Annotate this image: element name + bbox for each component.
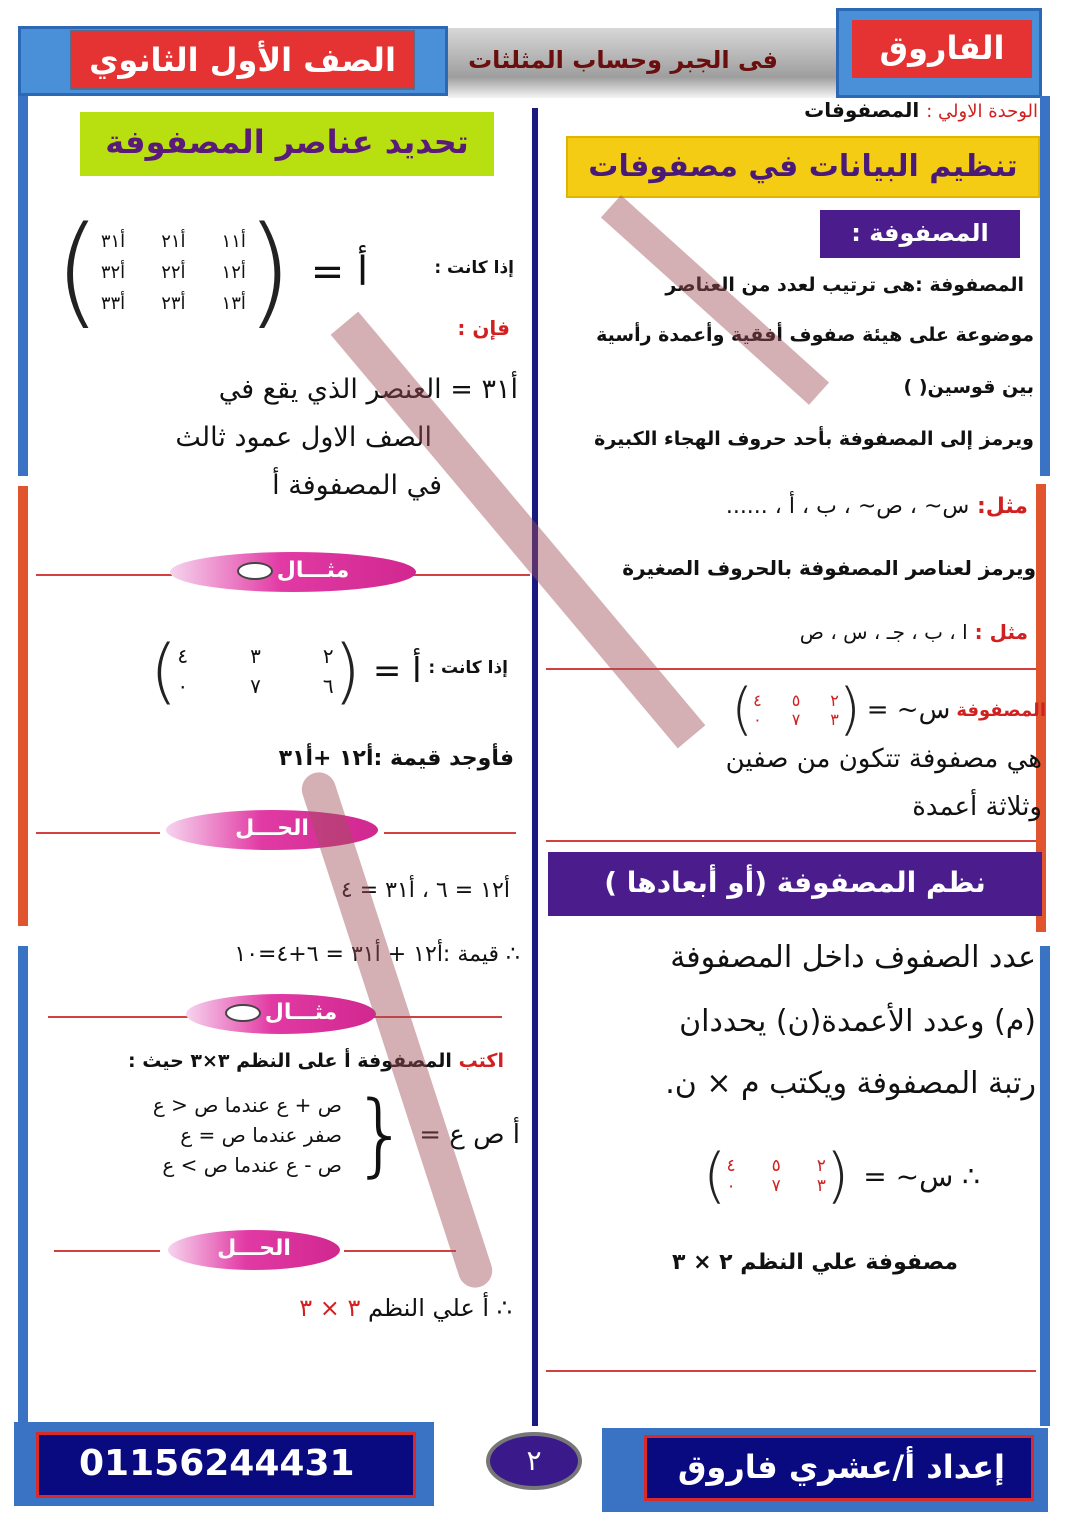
example1-label: مثل: bbox=[976, 494, 1028, 519]
divider bbox=[48, 1016, 188, 1018]
definition-heading: المصفوفة : bbox=[820, 210, 1020, 258]
left-border-top bbox=[18, 96, 28, 476]
explanation-line: في المصفوفة أ bbox=[272, 470, 442, 501]
definition-line: ويرمز إلى المصفوفة بأحد حروف الهجاء الكبيرة bbox=[594, 428, 1034, 450]
ex1-question: فأوجد قيمة :أ١٢ +أ٣١ bbox=[278, 746, 514, 771]
divider bbox=[36, 832, 160, 834]
matrix-label: المصفوفة bbox=[956, 699, 1046, 721]
divider bbox=[546, 1370, 1036, 1372]
divider bbox=[384, 832, 516, 834]
unit-label: الوحدة الاولي : bbox=[926, 101, 1038, 122]
ex2-piecewise bbox=[152, 1082, 520, 1187]
header-subject: فى الجبر وحساب المثلثات bbox=[448, 28, 848, 98]
ring-icon bbox=[237, 562, 273, 580]
matrix-example bbox=[731, 677, 1046, 742]
order-matrix-symbol: ∴ س~ = bbox=[863, 1159, 980, 1193]
ex2-cases: ص + ع عندما ص < ع صفر عندما ص = ع ص - ع عندما ص > ع bbox=[152, 1093, 342, 1177]
order-matrix-2x3: ( ٤ ٥ ٢ ٠ ٧ ٣ ) bbox=[703, 1141, 850, 1211]
watermark-stroke bbox=[601, 195, 829, 405]
matrix-desc-line: وثلاثة أعمدة bbox=[912, 792, 1042, 822]
ex2-answer bbox=[299, 1294, 512, 1322]
order-line: رتبة المصفوفة ويكتب م × ن. bbox=[665, 1066, 1036, 1101]
matrix-symbol: س~ = bbox=[866, 695, 951, 725]
solution-badge: الحـــل bbox=[168, 1230, 340, 1270]
header-grade: الصف الأول الثانوي bbox=[70, 30, 415, 90]
divider bbox=[344, 1250, 456, 1252]
matrix-2x3: ( ٤ ٥ ٢ ٠ ٧ ٣ ) bbox=[731, 677, 861, 742]
ex1-if-label: إذا كانت : bbox=[428, 658, 508, 678]
ex2-question-text: المصفوفة أ على النظم ٣×٣ حيث : bbox=[128, 1050, 452, 1072]
example1-value: س~ ، ص~ ، ب ، أ ، ...... bbox=[725, 494, 970, 519]
explanation-line: أ٣١ = العنصر الذي يقع في bbox=[218, 374, 518, 405]
ex1-matrix-symbol: أ = bbox=[372, 651, 422, 691]
divider bbox=[54, 1250, 160, 1252]
right-border-bottom bbox=[1040, 946, 1050, 1426]
ex2-answer-value: ٣ × ٣ bbox=[299, 1294, 361, 1322]
example2-label: مثل : bbox=[974, 620, 1028, 644]
general-matrix-3x3: ( أ٣١ أ٢١ أ١١ أ٣٢ أ٢٢ أ١٢ أ٣٣ أ٢٣ أ١٣ ) bbox=[54, 202, 293, 341]
header-brand: الفاروق bbox=[852, 20, 1032, 78]
center-divider bbox=[532, 108, 538, 1426]
matrix-desc-line: هي مصفوفة تتكون من صفين bbox=[725, 744, 1042, 774]
example2-value: ا ، ب ، جـ ، س ، ص bbox=[799, 620, 968, 644]
divider bbox=[410, 574, 530, 576]
brace-icon: { bbox=[351, 1082, 410, 1187]
ex1-matrix-example bbox=[150, 630, 422, 712]
example-badge: مثـــال bbox=[170, 552, 416, 592]
general-matrix-grid: أ٣١ أ٢١ أ١١ أ٣٢ أ٢٢ أ١٢ أ٣٣ أ٢٣ أ١٣ bbox=[100, 230, 246, 314]
ex1-solution-line: أ١٢ = ٦ ، أ٣١ = ٤ bbox=[340, 878, 510, 903]
ex1-solution-line: ∴ قيمة :أ١٢ + أ٣١ = ٦+٤=١٠ bbox=[234, 942, 520, 967]
then-label: فإن : bbox=[457, 316, 510, 340]
order-matrix-grid: ٤ ٥ ٢ ٠ ٧ ٣ bbox=[726, 1156, 826, 1196]
definition-line: موضوعة على هيئة صفوف أفقية وأعمدة رأسية bbox=[596, 324, 1034, 346]
definition-line: بين قوسين( ) bbox=[903, 376, 1034, 398]
order-matrix-example bbox=[703, 1141, 980, 1211]
lesson-title: تنظيم البيانات في مصفوفات bbox=[566, 136, 1040, 198]
divider bbox=[36, 574, 172, 576]
left-border-bottom bbox=[18, 946, 28, 1426]
order-result: مصفوفة علي النظم ٢ × ٣ bbox=[671, 1250, 958, 1275]
section-title: تحديد عناصر المصفوفة bbox=[80, 112, 494, 176]
if-label: إذا كانت : bbox=[434, 258, 514, 278]
ex2-question bbox=[128, 1050, 504, 1072]
solution-badge: الحـــل bbox=[166, 810, 378, 850]
order-heading: نظم المصفوفة (أو أبعادها ) bbox=[548, 852, 1042, 916]
definition-line: المصفوفة :هى ترتيب لعدد من العناصر bbox=[665, 274, 1024, 296]
general-matrix-example bbox=[54, 202, 369, 341]
example-badge: مثـــال bbox=[186, 994, 376, 1034]
footer-phone: 01156244431 bbox=[36, 1432, 416, 1498]
matrix-grid: ٤ ٥ ٢ ٠ ٧ ٣ bbox=[753, 691, 839, 729]
page-number: ٢ bbox=[486, 1432, 582, 1490]
elements-note: ويرمز لعناصر المصفوفة بالحروف الصغيرة bbox=[622, 556, 1036, 580]
ex2-answer-prefix: ∴ أ علي النظم bbox=[368, 1294, 512, 1322]
left-border-mid bbox=[18, 486, 28, 926]
unit-name: المصفوفات bbox=[804, 98, 920, 122]
matrix-symbol: أ = bbox=[310, 249, 369, 295]
explanation-line: الصف الاول عمود ثالث bbox=[175, 422, 432, 453]
right-border-top bbox=[1040, 96, 1050, 476]
ex1-matrix-2x3: ( ٢ ٣ ٤ ٦ ٧ ٠ ) bbox=[150, 630, 361, 712]
footer-author: إعداد أ/عشري فاروق bbox=[644, 1435, 1034, 1501]
example2 bbox=[800, 620, 1028, 644]
order-line: عدد الصفوف داخل المصفوفة bbox=[670, 940, 1036, 975]
divider bbox=[546, 668, 1036, 670]
ring-icon bbox=[225, 1004, 261, 1022]
order-line: (م) وعدد الأعمدة(ن) يحددان bbox=[679, 1004, 1036, 1039]
ex2-question-prefix: اكتب bbox=[458, 1050, 504, 1072]
ex1-matrix-grid: ٢ ٣ ٤ ٦ ٧ ٠ bbox=[177, 644, 334, 698]
divider bbox=[370, 1016, 502, 1018]
unit-heading bbox=[804, 98, 1038, 122]
ex2-lhs: أ ص ع = bbox=[419, 1120, 520, 1150]
example1 bbox=[726, 494, 1028, 519]
divider bbox=[546, 840, 1036, 842]
